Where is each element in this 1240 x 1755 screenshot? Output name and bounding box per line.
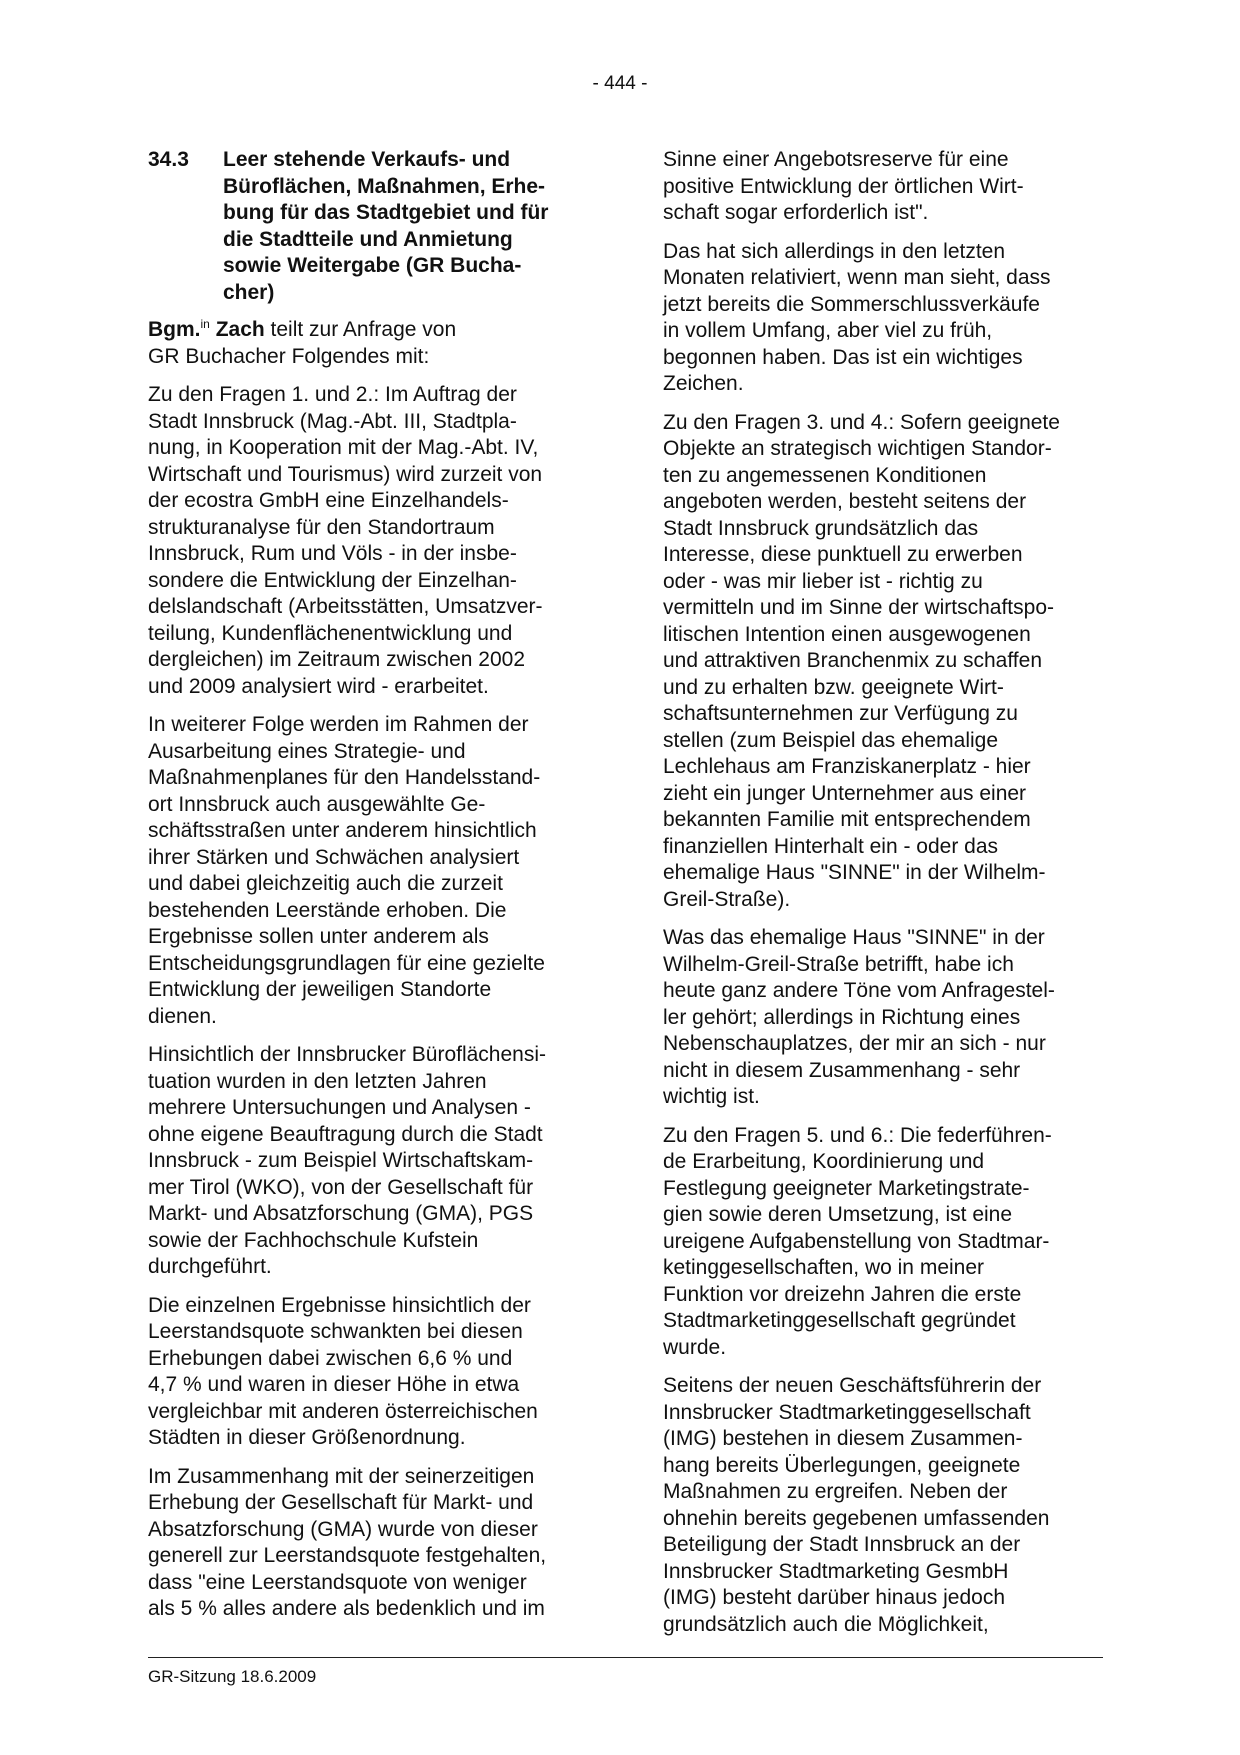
- speaker-name: Zach: [215, 318, 265, 341]
- paragraph-line: in vollem Umfang, aber viel zu früh,: [663, 319, 993, 342]
- section-title-line: bung für das Stadtgebiet und für: [223, 201, 549, 224]
- paragraph-line: dergleichen) im Zeitraum zwischen 2002: [148, 648, 526, 671]
- paragraph-line: Innsbruck, Rum und Völs - in der insbe-: [148, 542, 517, 565]
- right-paragraphs: [663, 147, 1103, 1638]
- paragraph-line: Entscheidungsgrundlagen für eine gezielte: [148, 951, 545, 975]
- paragraph-line: Hinsichtlich der Innsbrucker Büroflächensi-: [148, 1043, 547, 1066]
- paragraph-line: ohne eigene Beauftragung durch die Stadt: [148, 1122, 543, 1146]
- speaker-intro: [148, 317, 590, 370]
- paragraph-line: ler gehört; allerdings in Richtung eines: [663, 1005, 1021, 1029]
- section-number: 34.3: [148, 148, 189, 171]
- paragraph-line: der ecostra GmbH eine Einzelhandels-: [148, 489, 509, 512]
- paragraph-line: und zu erhalten bzw. geeignete Wirt-: [663, 675, 1004, 699]
- section-title-line: Büroflächen, Maßnahmen, Erhe-: [223, 174, 546, 198]
- paragraph-line: Festlegung geeigneter Marketingstrate-: [663, 1176, 1030, 1200]
- paragraph-line: tuation wurden in den letzten Jahren: [148, 1069, 487, 1093]
- footer-session-date: GR-Sitzung 18.6.2009: [148, 1667, 317, 1686]
- section-title-line: Leer stehende Verkaufs- und: [223, 148, 511, 171]
- speaker-sup: in: [200, 317, 210, 331]
- section-title-line: die Stadtteile und Anmietung: [223, 227, 513, 251]
- section-title: [223, 147, 590, 306]
- paragraph-line: Im Zusammenhang mit der seinerzeitigen: [148, 1464, 535, 1488]
- paragraph-line: vermitteln und im Sinne der wirtschaftspo-: [663, 596, 1054, 619]
- paragraph-line: bekannten Familie mit entsprechendem: [663, 808, 1031, 831]
- paragraph-line: nung, in Kooperation mit der Mag.-Abt. IV,: [148, 436, 539, 459]
- paragraph-line: Zu den Fragen 1. und 2.: Im Auftrag der: [148, 383, 517, 406]
- paragraph-line: Greil-Straße).: [663, 887, 791, 911]
- paragraph-line: Seitens der neuen Geschäftsführerin der: [663, 1374, 1042, 1397]
- paragraph: [148, 1293, 590, 1452]
- paragraph-line: Maßnahmen zu ergreifen. Neben der: [663, 1480, 1008, 1503]
- paragraph-line: Ergebnisse sollen unter anderem als: [148, 925, 489, 948]
- paragraph: [148, 1464, 590, 1623]
- paragraph-line: Interesse, diese punktuell zu erwerben: [663, 543, 1023, 566]
- paragraph-line: Erhebung der Gesellschaft für Markt- und: [148, 1491, 534, 1514]
- paragraph-line: Entwicklung der jeweiligen Standorte: [148, 978, 492, 1001]
- paragraph-line: schäftsstraßen unter anderem hinsichtlich: [148, 819, 537, 842]
- paragraph-line: begonnen haben. Das ist ein wichtiges: [663, 345, 1023, 369]
- paragraph-line: oder - was mir lieber ist - richtig zu: [663, 569, 983, 593]
- paragraph-line: schaftsunternehmen zur Verfügung zu: [663, 702, 1018, 725]
- paragraph-line: generell zur Leerstandsquote festgehalten,: [148, 1544, 547, 1567]
- paragraph-line: als 5 % alles andere als bedenklich und im: [148, 1597, 545, 1620]
- paragraph-line: ten zu angemessenen Konditionen: [663, 463, 987, 487]
- paragraph-line: Was das ehemalige Haus "SINNE" in der: [663, 926, 1045, 949]
- paragraph-line: wichtig ist.: [663, 1085, 760, 1108]
- paragraph-line: Leerstandsquote schwankten bei diesen: [148, 1320, 523, 1343]
- paragraph-line: und 2009 analysiert wird - erarbeitet.: [148, 674, 489, 698]
- paragraph-line: dass "eine Leerstandsquote von weniger: [148, 1570, 527, 1594]
- paragraph-line: Nebenschauplatzes, der mir an sich - nur: [663, 1032, 1046, 1055]
- paragraph-line: grundsätzlich auch die Möglichkeit,: [663, 1612, 989, 1636]
- paragraph-line: angeboten werden, besteht seitens der: [663, 490, 1027, 513]
- paragraph-line: Sinne einer Angebotsreserve für eine: [663, 148, 1009, 171]
- paragraph-line: de Erarbeitung, Koordinierung und: [663, 1150, 985, 1173]
- paragraph-line: Erhebungen dabei zwischen 6,6 % und: [148, 1346, 513, 1370]
- paragraph: [663, 147, 1103, 227]
- paragraph-line: Stadt Innsbruck grundsätzlich das: [663, 516, 979, 540]
- paragraph-line: dienen.: [148, 1004, 217, 1028]
- paragraph-line: Beteiligung der Stadt Innsbruck an der: [663, 1533, 1021, 1556]
- paragraph: [663, 239, 1103, 398]
- paragraph-line: nicht in diesem Zusammenhang - sehr: [663, 1058, 1021, 1082]
- paragraph-line: gien sowie deren Umsetzung, ist eine: [663, 1203, 1013, 1226]
- paragraph-line: Lechlehaus am Franziskanerplatz - hier: [663, 755, 1031, 778]
- paragraph-line: wurde.: [663, 1335, 727, 1359]
- paragraph-line: hang bereits Überlegungen, geeignete: [663, 1453, 1021, 1477]
- paragraph-line: ihrer Stärken und Schwächen analysiert: [148, 845, 520, 869]
- speaker-intro-line2: GR Buchacher Folgendes mit:: [148, 344, 430, 368]
- paragraph-line: Objekte an strategisch wichtigen Standor-: [663, 437, 1052, 460]
- paragraph: [148, 712, 590, 1030]
- paragraph-line: Innsbruck - zum Beispiel Wirtschaftskam-: [148, 1149, 534, 1172]
- paragraph-line: und attraktiven Branchenmix zu schaffen: [663, 649, 1042, 672]
- paragraph-line: Zeichen.: [663, 372, 744, 395]
- footer-divider: [148, 1657, 1103, 1658]
- paragraph-line: mer Tirol (WKO), von der Gesellschaft für: [148, 1175, 534, 1199]
- paragraph-line: delslandschaft (Arbeitsstätten, Umsatzver-: [148, 595, 543, 618]
- paragraph-line: Die einzelnen Ergebnisse hinsichtlich der: [148, 1293, 531, 1317]
- paragraph-line: ureigene Aufgabenstellung von Stadtmar-: [663, 1229, 1050, 1253]
- paragraph-line: Absatzforschung (GMA) wurde von dieser: [148, 1517, 538, 1541]
- paragraph-line: ehemalige Haus "SINNE" in der Wilhelm-: [663, 861, 1046, 884]
- paragraph: [663, 1373, 1103, 1638]
- left-column: [148, 147, 590, 1635]
- speaker-intro-text: teilt zur Anfrage von: [270, 318, 457, 341]
- paragraph-line: bestehenden Leerstände erhoben. Die: [148, 898, 507, 922]
- left-paragraphs: [148, 382, 590, 1623]
- paragraph-line: Städten in dieser Größenordnung.: [148, 1426, 466, 1449]
- paragraph: [663, 1123, 1103, 1362]
- paragraph-line: In weiterer Folge werden im Rahmen der: [148, 713, 529, 736]
- paragraph-line: heute ganz andere Töne vom Anfragestel-: [663, 979, 1055, 1002]
- paragraph-line: Markt- und Absatzforschung (GMA), PGS: [148, 1202, 534, 1225]
- section-title-line: sowie Weitergabe (GR Bucha-: [223, 254, 522, 277]
- paragraph-line: Wirtschaft und Tourismus) wird zurzeit von: [148, 462, 543, 486]
- paragraph-line: Innsbrucker Stadtmarketing GesmbH: [663, 1559, 1009, 1583]
- paragraph-line: finanziellen Hinterhalt ein - oder das: [663, 834, 999, 858]
- paragraph-line: litischen Intention einen ausgewogenen: [663, 622, 1031, 646]
- section-heading: [148, 147, 590, 306]
- paragraph-line: vergleichbar mit anderen österreichischen: [148, 1399, 538, 1423]
- section-title-line: cher): [223, 280, 275, 304]
- paragraph-line: ketinggesellschaften, wo in meiner: [663, 1256, 985, 1279]
- paragraph: [663, 410, 1103, 914]
- paragraph-line: schaft sogar erforderlich ist".: [663, 201, 929, 224]
- paragraph-line: ort Innsbruck auch ausgewählte Ge-: [148, 792, 486, 816]
- paragraph-line: Zu den Fragen 3. und 4.: Sofern geeignete: [663, 410, 1060, 434]
- right-column: [663, 147, 1103, 1650]
- paragraph-line: Maßnahmenplanes für den Handelsstand-: [148, 766, 541, 789]
- paragraph-line: Ausarbeitung eines Strategie- und: [148, 739, 466, 763]
- paragraph-line: durchgeführt.: [148, 1255, 272, 1278]
- paragraph-line: Stadtmarketinggesellschaft gegründet: [663, 1309, 1016, 1332]
- paragraph-line: Monaten relativiert, wenn man sieht, dass: [663, 266, 1051, 289]
- speaker-abbr: Bgm.: [148, 318, 201, 341]
- paragraph-line: 4,7 % und waren in dieser Höhe in etwa: [148, 1373, 520, 1396]
- paragraph-line: (IMG) besteht darüber hinaus jedoch: [663, 1586, 1006, 1609]
- paragraph-line: jetzt bereits die Sommerschlussverkäufe: [663, 292, 1040, 316]
- paragraph-line: mehrere Untersuchungen und Analysen -: [148, 1096, 531, 1119]
- paragraph-line: stellen (zum Beispiel das ehemalige: [663, 728, 999, 752]
- paragraph-line: (IMG) bestehen in diesem Zusammen-: [663, 1427, 1023, 1450]
- paragraph-line: teilung, Kundenflächenentwicklung und: [148, 621, 513, 645]
- paragraph-line: Zu den Fragen 5. und 6.: Die federführen-: [663, 1123, 1052, 1147]
- paragraph: [148, 1042, 590, 1281]
- paragraph-line: Das hat sich allerdings in den letzten: [663, 239, 1006, 263]
- paragraph-line: ohnehin bereits gegebenen umfassenden: [663, 1506, 1050, 1530]
- paragraph-line: zieht ein junger Unternehmer aus einer: [663, 781, 1027, 805]
- paragraph-line: Funktion vor dreizehn Jahren die erste: [663, 1282, 1022, 1306]
- paragraph-line: sowie der Fachhochschule Kufstein: [148, 1228, 479, 1252]
- paragraph-line: und dabei gleichzeitig auch die zurzeit: [148, 872, 503, 895]
- paragraph-line: strukturanalyse für den Standortraum: [148, 515, 495, 539]
- paragraph-line: Innsbrucker Stadtmarketinggesellschaft: [663, 1400, 1031, 1424]
- paragraph: [663, 925, 1103, 1111]
- paragraph-line: Stadt Innsbruck (Mag.-Abt. III, Stadtpla-: [148, 409, 517, 433]
- paragraph-line: sondere die Entwicklung der Einzelhan-: [148, 568, 517, 592]
- paragraph-line: positive Entwicklung der örtlichen Wirt-: [663, 174, 1024, 198]
- paragraph-line: Wilhelm-Greil-Straße betrifft, habe ich: [663, 952, 1014, 976]
- page-number: - 444 -: [592, 73, 648, 94]
- paragraph: [148, 382, 590, 700]
